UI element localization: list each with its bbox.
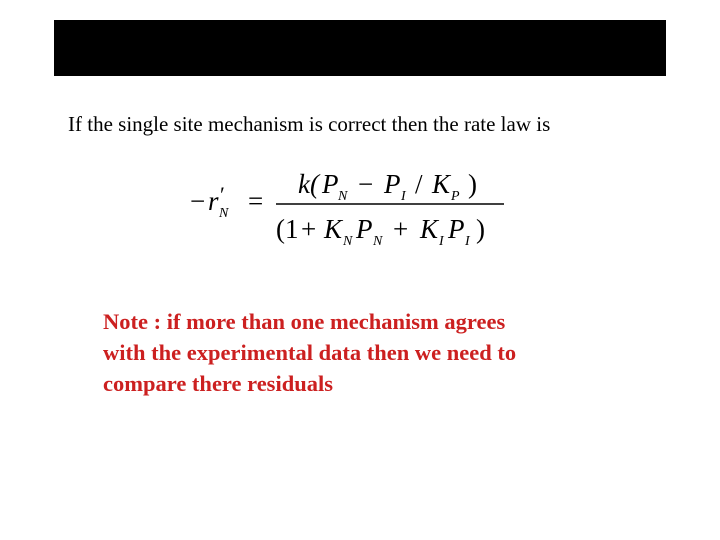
num-p2: P — [384, 169, 401, 199]
rate-law-equation — [190, 166, 520, 250]
equals-sign: = — [248, 186, 264, 216]
den-ki-sub: I — [439, 234, 444, 249]
num-close: ) — [468, 169, 477, 199]
note-line: compare there residuals — [103, 371, 333, 396]
den-open: (1 — [276, 214, 299, 244]
num-p1: P — [322, 169, 339, 199]
den-ki: K — [420, 214, 439, 244]
num-p2-sub: I — [401, 189, 406, 204]
den-pi-sub: I — [465, 234, 470, 249]
num-p1-sub: N — [338, 189, 348, 204]
den-pi: P — [448, 214, 465, 244]
den-kn: K — [324, 214, 343, 244]
intro-text: If the single site mechanism is correct then the rate law is — [68, 112, 551, 136]
note-line: Note : if more than one mechanism agrees — [103, 309, 506, 334]
num-k1: K — [432, 169, 451, 199]
note-text — [103, 306, 643, 399]
den-plus2: + — [393, 214, 409, 244]
den-plus1: + — [301, 214, 317, 244]
den-pn: P — [356, 214, 373, 244]
lhs-minus: − — [190, 186, 206, 216]
lhs-r: r — [208, 186, 219, 216]
num-k-open: k( — [298, 169, 319, 199]
den-close: ) — [476, 214, 485, 244]
lhs-prime: ′ — [220, 182, 225, 207]
den-kn-sub: N — [343, 234, 353, 249]
lhs-sub: N — [219, 206, 229, 221]
note-line: with the experimental data then we need to — [103, 340, 517, 365]
num-slash: / — [415, 169, 423, 199]
num-minus: − — [358, 169, 374, 199]
den-pn-sub: N — [373, 234, 383, 249]
num-k1-sub: P — [451, 189, 460, 204]
title-bar — [54, 20, 666, 76]
